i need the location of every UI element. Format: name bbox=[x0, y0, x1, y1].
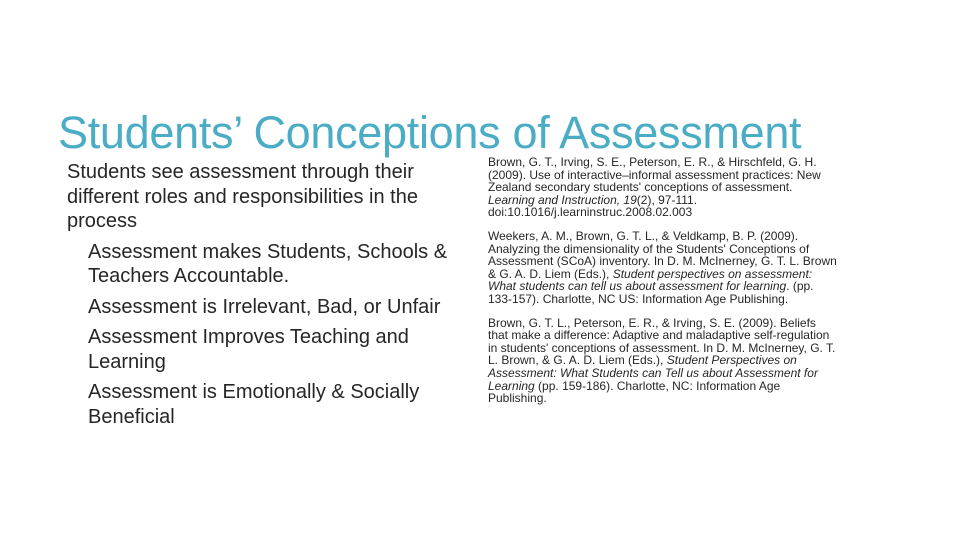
reference-text: . (pp. 133-157). Charlotte, NC US: Information Age Publishing. bbox=[488, 279, 814, 306]
sub-point: Assessment is Irrelevant, Bad, or Unfair bbox=[88, 295, 441, 318]
reference-italic-text: Student perspectives on assessment: What students can tell us about assessment for learning bbox=[488, 266, 813, 294]
references-list bbox=[488, 156, 838, 416]
reference-entry bbox=[488, 156, 838, 219]
slide-title: Students’ Conceptions of Assessment bbox=[58, 107, 802, 159]
reference-text: Weekers, A. M., Brown, G. T. L., & Veldkamp, B. P. (2009). Analyzing the dimensionality of the Students' Conceptions of Assessment (SCoA) inventory. In D. M. McInerney, G. T. L. Brown & G. A. D. Liem (Eds.), bbox=[488, 228, 837, 281]
content-body bbox=[67, 160, 467, 429]
reference-italic-text: Student Perspectives on Assessment: What Students can Tell us about Assessment for Learning bbox=[488, 353, 818, 393]
sub-point: Assessment is Emotionally & Socially Beneficial bbox=[88, 381, 420, 428]
intro-paragraph: Students see assessment through their different roles and responsibilities in the process bbox=[67, 161, 418, 232]
sub-point: Assessment Improves Teaching and Learning bbox=[88, 326, 409, 373]
reference-italic-text: Learning and Instruction, 19 bbox=[488, 192, 637, 207]
sub-point: Assessment makes Students, Schools & Teachers Accountable. bbox=[88, 240, 448, 287]
reference-entry bbox=[488, 317, 838, 405]
reference-text: (2), 97-111. doi:10.1016/j.learninstruc.2008.02.003 bbox=[488, 192, 698, 220]
reference-entry bbox=[488, 230, 838, 306]
reference-text: (pp. 159-186). Charlotte, NC: Information Age Publishing. bbox=[488, 378, 781, 406]
reference-text: Brown, G. T., Irving, S. E., Peterson, E. R., & Hirschfeld, G. H. (2009). Use of interactive–informal assessment practices: New Zealand secondary students' conceptions of assessment. bbox=[488, 155, 821, 195]
reference-text: Brown, G. T. L., Peterson, E. R., & Irving, S. E. (2009). Beliefs that make a difference: Adaptive and maladaptive self-regulation in students' conceptions of assessment. In D. M. McInerney, G. T. L. Brown, & G. A. D. Liem (Eds.), bbox=[488, 315, 836, 368]
